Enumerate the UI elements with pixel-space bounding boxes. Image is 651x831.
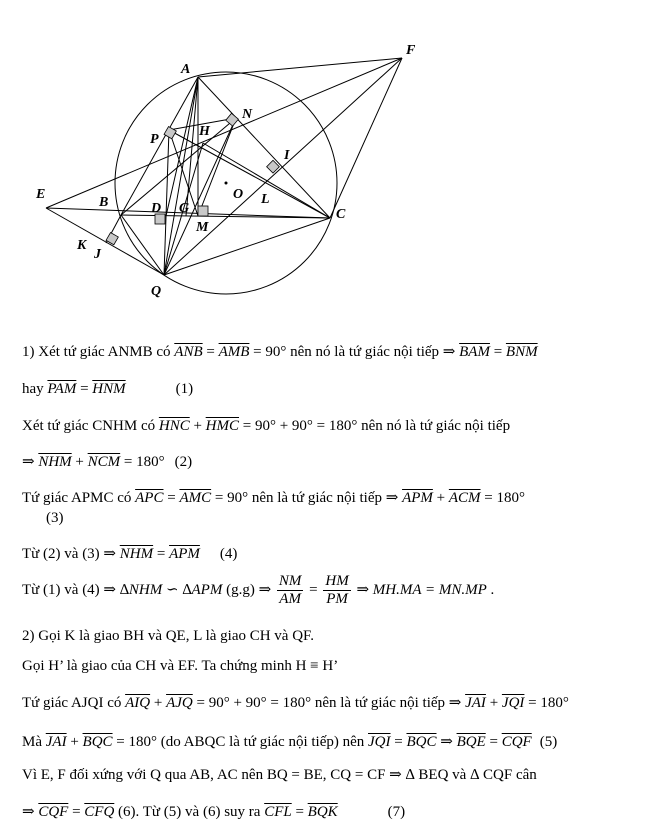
- text: .: [486, 582, 495, 598]
- text: (6). Từ (5) và (6) suy ra: [114, 804, 265, 820]
- numerator: HM: [325, 573, 349, 590]
- angle: $\overline{JQI}$: [501, 695, 525, 711]
- angle: $\overline{APC}$: [135, 490, 164, 506]
- label-Q: Q: [151, 284, 162, 299]
- angle: $\overline{JAI}$: [45, 734, 67, 750]
- segment-FQ: [164, 58, 402, 275]
- angle: $\overline{BAM}$: [459, 344, 490, 360]
- line-5b: [46, 509, 64, 527]
- text: =: [291, 804, 308, 820]
- equation-number: (7): [387, 804, 406, 820]
- segment-AG: [186, 77, 198, 216]
- text: Tứ giác APMC có: [22, 490, 136, 506]
- text: +: [71, 454, 88, 470]
- label-J: J: [94, 247, 101, 262]
- label-D: D: [151, 201, 162, 216]
- angle: $\overline{JAI}$: [465, 695, 486, 711]
- angle: $\overline{HMC}$: [205, 418, 240, 434]
- angle: $\overline{JQI}$: [368, 734, 391, 750]
- denominator: PM: [326, 591, 348, 608]
- line-8: [22, 627, 314, 645]
- segment-FC: [330, 58, 402, 218]
- right-angle-M: [198, 206, 208, 216]
- line-1: [22, 343, 538, 361]
- text: Xét tứ giác CNHM có: [22, 418, 159, 434]
- label-E: E: [36, 187, 46, 202]
- segment-EQ: [46, 208, 164, 275]
- numerator: NM: [278, 573, 302, 590]
- equation-number: (5): [539, 734, 558, 750]
- segment-QC: [164, 218, 330, 275]
- angle: $\overline{PAM}$: [47, 381, 77, 397]
- text: +: [189, 418, 206, 434]
- text: 1) Xét tứ giác ANMB có: [22, 344, 175, 360]
- right-angle-N: [226, 113, 239, 126]
- text: ⇒ MH.MA = MN.MP: [352, 582, 487, 598]
- label-B: B: [99, 195, 109, 210]
- text: =: [153, 546, 170, 562]
- text: hay: [22, 381, 48, 397]
- line-9: [22, 657, 338, 675]
- line-10: [22, 694, 569, 712]
- angle: $\overline{ANB}$: [174, 344, 203, 360]
- text: =: [202, 344, 219, 360]
- text: +: [485, 695, 502, 711]
- text: = 90° + 90° = 180° nên là tứ giác nội tiếp ⇒: [192, 695, 466, 711]
- text: =: [76, 381, 93, 397]
- label-M: M: [196, 220, 209, 235]
- text: ⇒: [436, 734, 457, 750]
- line-7: [22, 573, 494, 608]
- angle: $\overline{NHM}$: [119, 546, 154, 562]
- text: ⇒: [22, 454, 39, 470]
- line-4: [22, 453, 192, 471]
- angle: $\overline{BQK}$: [307, 804, 338, 820]
- fraction-NM-AM: [277, 573, 304, 608]
- text: (g.g) ⇒: [222, 582, 275, 598]
- equation-number: (2): [174, 454, 193, 470]
- text: Mà: [22, 734, 46, 750]
- line-2: [22, 380, 193, 398]
- label-H: H: [199, 124, 210, 139]
- right-angle-P: [164, 127, 176, 139]
- label-O: O: [233, 187, 244, 202]
- angle: $\overline{CFQ}$: [84, 804, 115, 820]
- text: =: [163, 490, 180, 506]
- altitude-CP: [169, 130, 330, 218]
- label-P: P: [150, 132, 159, 147]
- text: +: [432, 490, 449, 506]
- segment-QN: [164, 118, 236, 275]
- text: = 90° nên là tứ giác nội tiếp ⇒: [211, 490, 403, 506]
- angle: $\overline{BQC}$: [406, 734, 437, 750]
- angle: $\overline{BNM}$: [505, 344, 538, 360]
- line-3: [22, 417, 510, 435]
- angle: $\overline{HNC}$: [158, 418, 190, 434]
- line-13: [22, 803, 405, 821]
- segment-FA: [198, 58, 402, 77]
- text: Từ (2) và (3) ⇒: [22, 546, 120, 562]
- text: = 180°: [524, 695, 569, 711]
- equation-number: (3): [46, 510, 64, 526]
- angle: $\overline{APM}$: [169, 546, 200, 562]
- label-C: C: [336, 207, 346, 222]
- text: Từ (1) và (4) ⇒: [22, 582, 120, 598]
- equation-number: (1): [175, 381, 194, 397]
- angle: $\overline{APM}$: [402, 490, 433, 506]
- text: = 180°: [120, 454, 165, 470]
- text: = 180° (do ABQC là tứ giác nội tiếp) nên: [112, 734, 369, 750]
- text: Vì E, F đối xứng với Q qua AB, AC nên BQ = BE, CQ = CF ⇒ ∆ BEQ và ∆ CQF cân: [22, 767, 537, 783]
- line-12: [22, 766, 537, 784]
- angle: $\overline{BQE}$: [456, 734, 486, 750]
- label-N: N: [242, 107, 253, 122]
- text: +: [66, 734, 83, 750]
- text: = 90° + 90° = 180° nên nó là tứ giác nội tiếp: [239, 418, 511, 434]
- text: =: [305, 582, 322, 598]
- label-G: G: [179, 201, 190, 216]
- line-11: [22, 733, 557, 751]
- text: +: [150, 695, 167, 711]
- center-point-O: [225, 182, 228, 185]
- text: =: [390, 734, 407, 750]
- angle: $\overline{CFL}$: [264, 804, 292, 820]
- angle: $\overline{CQF}$: [38, 804, 69, 820]
- text: =: [485, 734, 502, 750]
- segment-EF: [46, 58, 402, 208]
- angle: $\overline{CQF}$: [501, 734, 532, 750]
- angle: $\overline{AMB}$: [218, 344, 250, 360]
- segment-QP: [164, 130, 169, 275]
- angle: $\overline{AMC}$: [179, 490, 212, 506]
- similar-triangles: ∆NHM ∽ ∆APM: [119, 582, 223, 598]
- text: = 180°: [480, 490, 525, 506]
- geometry-figure: [0, 0, 651, 310]
- line-5: [22, 489, 525, 507]
- angle: $\overline{NHM}$: [38, 454, 72, 470]
- angle: $\overline{AJQ}$: [166, 695, 193, 711]
- label-L: L: [261, 192, 270, 207]
- text: =: [489, 344, 506, 360]
- text: 2) Gọi K là giao BH và QE, L là giao CH và QF.: [22, 628, 314, 644]
- angle: $\overline{AIQ}$: [125, 695, 151, 711]
- angle: $\overline{BQC}$: [82, 734, 113, 750]
- label-A: A: [181, 62, 191, 77]
- angle: $\overline{HNM}$: [92, 381, 126, 397]
- equation-number: (4): [219, 546, 238, 562]
- label-F: F: [406, 43, 416, 58]
- denominator: AM: [279, 591, 301, 608]
- text: ⇒: [22, 804, 39, 820]
- line-6: [22, 545, 237, 563]
- text: = 90° nên nó là tứ giác nội tiếp ⇒: [249, 344, 460, 360]
- angle: $\overline{ACM}$: [448, 490, 481, 506]
- fraction-HM-PM: [323, 573, 350, 608]
- label-I: I: [284, 148, 290, 163]
- label-K: K: [77, 238, 87, 253]
- text: Gọi H’ là giao của CH và EF. Ta chứng minh H ≡ H’: [22, 658, 339, 674]
- text: Tứ giác AJQI có: [22, 695, 126, 711]
- angle: $\overline{NCM}$: [87, 454, 121, 470]
- text: =: [68, 804, 85, 820]
